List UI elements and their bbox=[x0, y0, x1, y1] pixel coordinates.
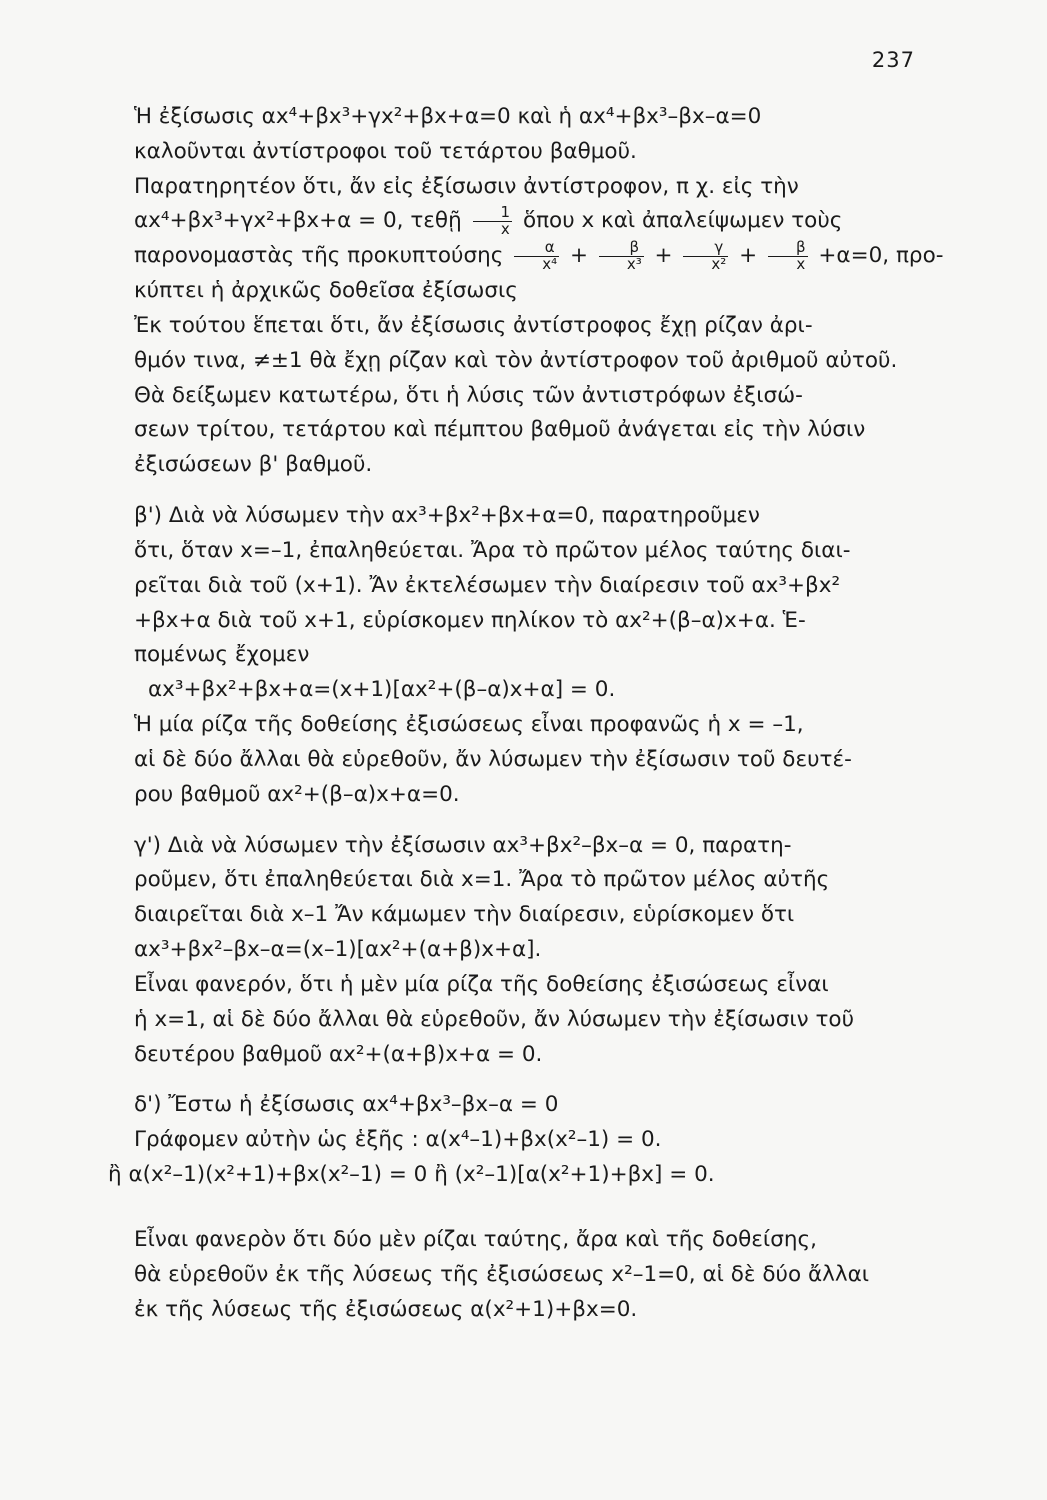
plus-sign: + bbox=[739, 243, 758, 269]
paragraph-roots-delta bbox=[108, 1223, 918, 1327]
text-line: αx³+βx²–βx–α=(x–1)[αx²+(α+β)x+α]. bbox=[134, 937, 542, 963]
text-line: Εἶναι φανερόν, ὅτι ἡ μὲν μία ρίζα τῆς δοθείσης ἐξισώσεως εἶναι bbox=[134, 971, 829, 997]
text-line: ρου βαθμοῦ αx²+(β–α)x+α=0. bbox=[134, 781, 460, 807]
paragraph-definition bbox=[108, 100, 918, 170]
text-line: Ἡ μία ρίζα τῆς δοθείσης ἐξισώσεως εἶναι προφανῶς ἡ x = –1, bbox=[134, 712, 804, 738]
text-line: Γράφομεν αὐτὴν ὡς ἑξῆς : α(x⁴–1)+βx(x²–1) = 0. bbox=[134, 1127, 662, 1153]
text-line: ροῦμεν, ὅτι ἐπαληθεύεται διὰ x=1. Ἄρα τὸ πρῶτον μέλος αὐτῆς bbox=[134, 867, 830, 893]
text-line: Ἡ ἐξίσωσις αx⁴+βx³+γx²+βx+α=0 καὶ ἡ αx⁴+βx³–βx–α=0 bbox=[134, 104, 762, 129]
fraction-b-over-x3 bbox=[599, 240, 644, 273]
text-line: Θὰ δείξωμεν κατωτέρω, ὅτι ἡ λύσις τῶν ἀντιστρόφων ἐξισώ- bbox=[134, 382, 803, 408]
text-line: καλοῦνται ἀντίστροφοι τοῦ τετάρτου βαθμοῦ. bbox=[134, 138, 637, 164]
text-line bbox=[108, 238, 944, 274]
fraction-denominator: x² bbox=[711, 254, 727, 273]
fraction-denominator: x bbox=[796, 254, 806, 273]
text-segment: +α=0, προ- bbox=[818, 243, 944, 269]
paragraph-outline bbox=[108, 379, 918, 483]
page-number: 237 bbox=[871, 48, 915, 72]
fraction-denominator: x⁴ bbox=[542, 254, 558, 273]
fraction-denominator: x bbox=[500, 219, 510, 238]
paragraph-observation bbox=[108, 170, 944, 309]
text-line: δ') Ἔστω ἡ ἐξίσωσις αx⁴+βx³–βx–α = 0 bbox=[134, 1092, 559, 1118]
text-line: αἱ δὲ δύο ἄλλαι θὰ εὑρεθοῦν, ἄν λύσωμεν τὴν ἐξίσωσιν τοῦ δευτέ- bbox=[134, 746, 852, 772]
fraction-numerator: β bbox=[599, 240, 644, 257]
text-line: Ἐκ τούτου ἕπεται ὅτι, ἄν ἐξίσωσις ἀντίστροφος ἔχῃ ρίζαν ἀρι- bbox=[134, 312, 813, 338]
text-line: β') Διὰ νὰ λύσωμεν τὴν αx³+βx²+βx+α=0, παρατηροῦμεν bbox=[134, 503, 760, 529]
paragraph-consequence bbox=[108, 309, 918, 379]
paragraph-case-gamma bbox=[108, 829, 918, 968]
fraction-a-over-x4 bbox=[514, 240, 559, 273]
text-line: δευτέρου βαθμοῦ αx²+(α+β)x+α = 0. bbox=[134, 1041, 543, 1067]
equation-line bbox=[108, 1158, 918, 1193]
text-line: θὰ εὑρεθοῦν ἐκ τῆς λύσεως τῆς ἐξισώσεως x²–1=0, αἱ δὲ δύο ἄλλαι bbox=[134, 1261, 870, 1287]
text-line: γ') Διὰ νὰ λύσωμεν τὴν ἐξίσωσιν αx³+βx²–βx–α = 0, παρατη- bbox=[134, 832, 792, 858]
plus-sign: + bbox=[569, 243, 588, 269]
plus-sign: + bbox=[654, 243, 673, 269]
text-line: ἐκ τῆς λύσεως τῆς ἐξισώσεως α(x²+1)+βx=0. bbox=[134, 1296, 638, 1322]
text-segment: ὅπου x καὶ ἀπαλείψωμεν τοὺς bbox=[522, 208, 843, 234]
fraction-numerator: β bbox=[768, 240, 808, 257]
fraction-denominator: x³ bbox=[626, 254, 642, 273]
fraction-numerator: γ bbox=[683, 240, 728, 257]
text-segment: παρονομαστὰς τῆς προκυπτούσης bbox=[134, 243, 504, 269]
text-line: ἢ α(x²–1)(x²+1)+βx(x²–1) = 0 ἢ (x²–1)[α(x²+1)+βx] = 0. bbox=[108, 1162, 715, 1188]
fraction-b-over-x bbox=[768, 240, 808, 273]
fraction-numerator: 1 bbox=[473, 205, 513, 222]
text-line: ἡ x=1, αἱ δὲ δύο ἄλλαι θὰ εὑρεθοῦν, ἄν λύσωμεν τὴν ἐξίσωσιν τοῦ bbox=[134, 1006, 855, 1032]
paragraph-roots-beta bbox=[108, 708, 918, 812]
text-line: κύπτει ἡ ἀρχικῶς δοθεῖσα ἐξίσωσις bbox=[134, 278, 518, 304]
body-text bbox=[108, 100, 944, 1327]
text-line: ὅτι, ὅταν x=–1, ἐπαληθεύεται. Ἄρα τὸ πρῶτον μέλος ταύτης διαι- bbox=[134, 537, 851, 563]
fraction-g-over-x2 bbox=[683, 240, 728, 273]
paragraph-roots-gamma bbox=[108, 968, 918, 1072]
text-line: διαιρεῖται διὰ x–1 Ἄν κάμωμεν τὴν διαίρεσιν, εὑρίσκομεν ὅτι bbox=[134, 902, 795, 928]
text-line: ἐξισώσεων β' βαθμοῦ. bbox=[134, 452, 373, 478]
text-line: ρεῖται διὰ τοῦ (x+1). Ἄν ἐκτελέσωμεν τὴν διαίρεσιν τοῦ αx³+βx² bbox=[134, 572, 841, 598]
equation-inline: αx⁴+βx³+γx²+βx+α = 0, τεθῇ bbox=[134, 208, 462, 234]
text-line: Εἶναι φανερὸν ὅτι δύο μὲν ρίζαι ταύτης, ἄρα καὶ τῆς δοθείσης, bbox=[134, 1226, 817, 1252]
fraction-numerator: α bbox=[514, 240, 559, 257]
paragraph-case-delta bbox=[108, 1088, 918, 1158]
text-line: σεων τρίτου, τετάρτου καὶ πέμπτου βαθμοῦ ἀνάγεται εἰς τὴν λύσιν bbox=[134, 417, 866, 443]
text-line: +βx+α διὰ τοῦ x+1, εὑρίσκομεν πηλίκον τὸ αx²+(β–α)x+α. Ἑ- bbox=[134, 607, 806, 633]
text-line: θμόν τινα, ≠±1 θὰ ἔχῃ ρίζαν καὶ τὸν ἀντίστροφον τοῦ ἀριθμοῦ αὐτοῦ. bbox=[134, 347, 898, 373]
text-line: πομένως ἔχομεν bbox=[134, 642, 310, 668]
equation-display bbox=[108, 673, 918, 708]
paragraph-case-beta bbox=[108, 499, 918, 673]
text-line: αx³+βx²+βx+α=(x+1)[αx²+(β–α)x+α] = 0. bbox=[148, 677, 616, 703]
fraction-1-over-x bbox=[473, 205, 513, 238]
text-line: Παρατηρητέον ὅτι, ἄν εἰς ἐξίσωσιν ἀντίστροφον, π χ. εἰς τὴν bbox=[134, 173, 799, 199]
text-line bbox=[108, 204, 918, 239]
